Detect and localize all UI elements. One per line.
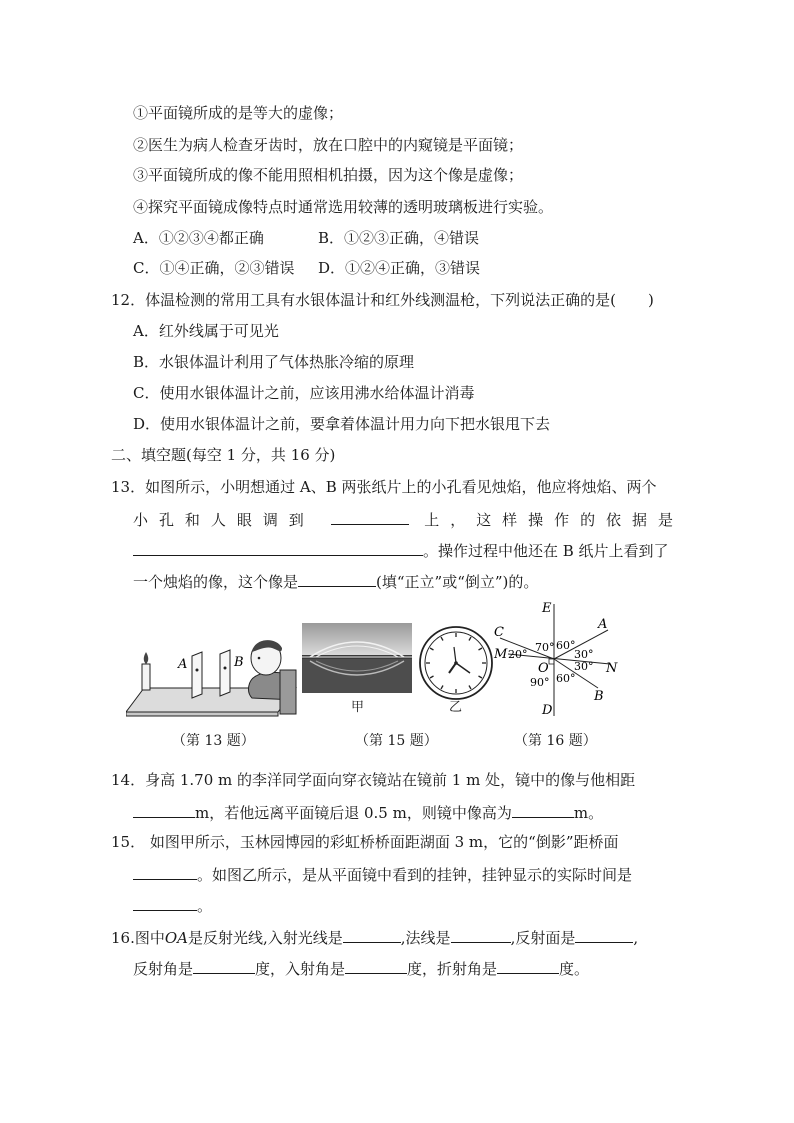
label-e: E — [542, 601, 552, 616]
q14-line-2 — [133, 801, 603, 823]
q11-statement-4: ④探究平面镜成像特点时通常选用较薄的透明玻璃板进行实验。 — [133, 198, 554, 216]
q16-l1f: , — [633, 929, 639, 947]
q16-l2a: 反射角是 — [133, 960, 194, 978]
q11-statement-2: ②医生为病人检查牙齿时，放在口腔中的内窥镜是平面镜； — [133, 136, 524, 154]
q14-line-2b: m。 — [573, 804, 604, 822]
angle-30-lower: 30° — [574, 660, 594, 673]
q15-blank-2[interactable] — [133, 894, 197, 911]
q12-close-paren: ) — [647, 291, 654, 309]
figure-15-label-jia: 甲 — [351, 700, 365, 715]
figure-15-clock — [418, 625, 494, 701]
q13-blank-3[interactable] — [298, 570, 376, 587]
q15-line-2 — [133, 863, 632, 885]
figure-16-reflection-diagram — [488, 600, 622, 718]
q13-line-4b: (填“正立”或“倒立”)的。 — [376, 573, 539, 591]
q14-blank-1[interactable] — [133, 801, 195, 818]
q12-option-a: A．红外线属于可见光 — [133, 322, 279, 340]
angle-60-bottom: 60° — [556, 672, 576, 685]
angle-90: 90° — [530, 676, 550, 689]
q13-line-4a: 一个烛焰的像，这个像是 — [133, 573, 299, 591]
angle-70: 70° — [535, 641, 555, 654]
q16-l2b: 度，入射角是 — [255, 960, 346, 978]
q16-l1c: 是反射光线,入射光线是 — [188, 929, 343, 947]
label-n: N — [606, 661, 618, 676]
q12-option-c: C．使用水银体温计之前，应该用沸水给体温计消毒 — [133, 384, 475, 402]
q15-line-1: 15． 如图甲所示，玉林园博园的彩虹桥桥面距湖面 3 m，它的“倒影”距桥面 — [111, 833, 619, 851]
q16-line-1 — [111, 926, 638, 948]
q16-l2c: 度，折射角是 — [407, 960, 498, 978]
q16-l2d: 度。 — [559, 960, 590, 978]
label-o: O — [538, 661, 549, 676]
q12-option-d: D．使用水银体温计之前，要拿着体温计用力向下把水银甩下去 — [133, 415, 551, 433]
q13-line-3-text: 。操作过程中他还在 B 纸片上看到了 — [423, 542, 669, 560]
q11-option-c: C．①④正确，②③错误 — [133, 259, 295, 277]
q15-line-2-text: 。如图乙所示，是从平面镜中看到的挂钟，挂钟显示的实际时间是 — [197, 866, 633, 884]
label-c: C — [494, 625, 504, 640]
q16-blank-refraction-angle[interactable] — [497, 957, 559, 974]
figure-15-label-yi: 乙 — [449, 700, 463, 715]
q16-l1a: 16.图中 — [111, 929, 165, 947]
q12-option-b: B．水银体温计利用了气体热胀冷缩的原理 — [133, 353, 415, 371]
section-heading: 二、填空题(每空 1 分，共 16 分) — [111, 446, 336, 464]
caption-figure-16: （第 16 题） — [514, 733, 597, 749]
angle-60-top: 60° — [556, 639, 576, 652]
q13-line-1: 13．如图所示，小明想通过 A、B 两张纸片上的小孔看见烛焰，他应将烛焰、两个 — [111, 478, 657, 496]
q16-blank-incident-ray[interactable] — [343, 926, 401, 943]
q11-option-a: A．①②③④都正确 — [133, 229, 264, 247]
card-a-label: A — [178, 657, 188, 672]
q16-oa: OA — [164, 929, 188, 947]
q11-option-b: B．①②③正确，④错误 — [318, 229, 480, 247]
q16-blank-reflection-angle[interactable] — [193, 957, 255, 974]
q14-blank-2[interactable] — [512, 801, 574, 818]
angle-30-upper: 30° — [574, 648, 594, 661]
figure-15-bridge-photo — [302, 623, 412, 693]
q13-blank-1[interactable] — [331, 508, 409, 525]
q11-statement-3: ③平面镜所成的像不能用照相机拍摄，因为这个像是虚像； — [133, 166, 524, 184]
q16-l1d: ,法线是 — [400, 929, 451, 947]
q16-blank-normal[interactable] — [451, 926, 511, 943]
q15-line-3 — [133, 894, 212, 916]
caption-figure-15: （第 15 题） — [355, 733, 438, 749]
q12-stem-text: 12．体温检测的常用工具有水银体温计和红外线测温枪，下列说法正确的是( — [111, 291, 616, 309]
q16-line-2 — [133, 957, 589, 979]
candle-icon — [142, 652, 150, 690]
q13-blank-2[interactable] — [133, 539, 423, 556]
q13-line-4 — [133, 570, 538, 592]
q14-line-2a: m，若他远离平面镜后退 0.5 m，则镜中像高为 — [195, 804, 512, 822]
q13-line-2b: 上，这样操作的依据是 — [424, 511, 673, 529]
label-b: B — [594, 689, 604, 704]
q16-l1e: ,反射面是 — [510, 929, 576, 947]
caption-figure-13: （第 13 题） — [172, 733, 255, 749]
q16-blank-incidence-angle[interactable] — [345, 957, 407, 974]
card-b — [220, 650, 230, 696]
card-b-label: B — [234, 655, 244, 670]
q13-line-3 — [133, 539, 669, 561]
label-a: A — [598, 617, 608, 632]
angle-20: 20° — [508, 648, 528, 661]
card-a — [192, 652, 202, 698]
q14-line-1: 14．身高 1.70 m 的李洋同学面向穿衣镜站在镜前 1 m 处，镜中的像与他相距 — [111, 771, 636, 789]
q11-statement-1: ①平面镜所成的是等大的虚像； — [133, 104, 344, 122]
q12-stem — [111, 290, 654, 310]
label-m: M — [494, 647, 508, 662]
q16-blank-reflect-surface[interactable] — [575, 926, 633, 943]
q13-line-2 — [133, 508, 673, 530]
q11-option-d: D．①②④正确，③错误 — [318, 259, 481, 277]
label-d: D — [542, 703, 553, 718]
q13-line-2a: 小孔和人眼调到 — [133, 511, 315, 529]
q15-blank-1[interactable] — [133, 863, 197, 880]
figure-13-pinhole-setup — [126, 628, 298, 718]
q15-line-3-text: 。 — [197, 897, 213, 915]
